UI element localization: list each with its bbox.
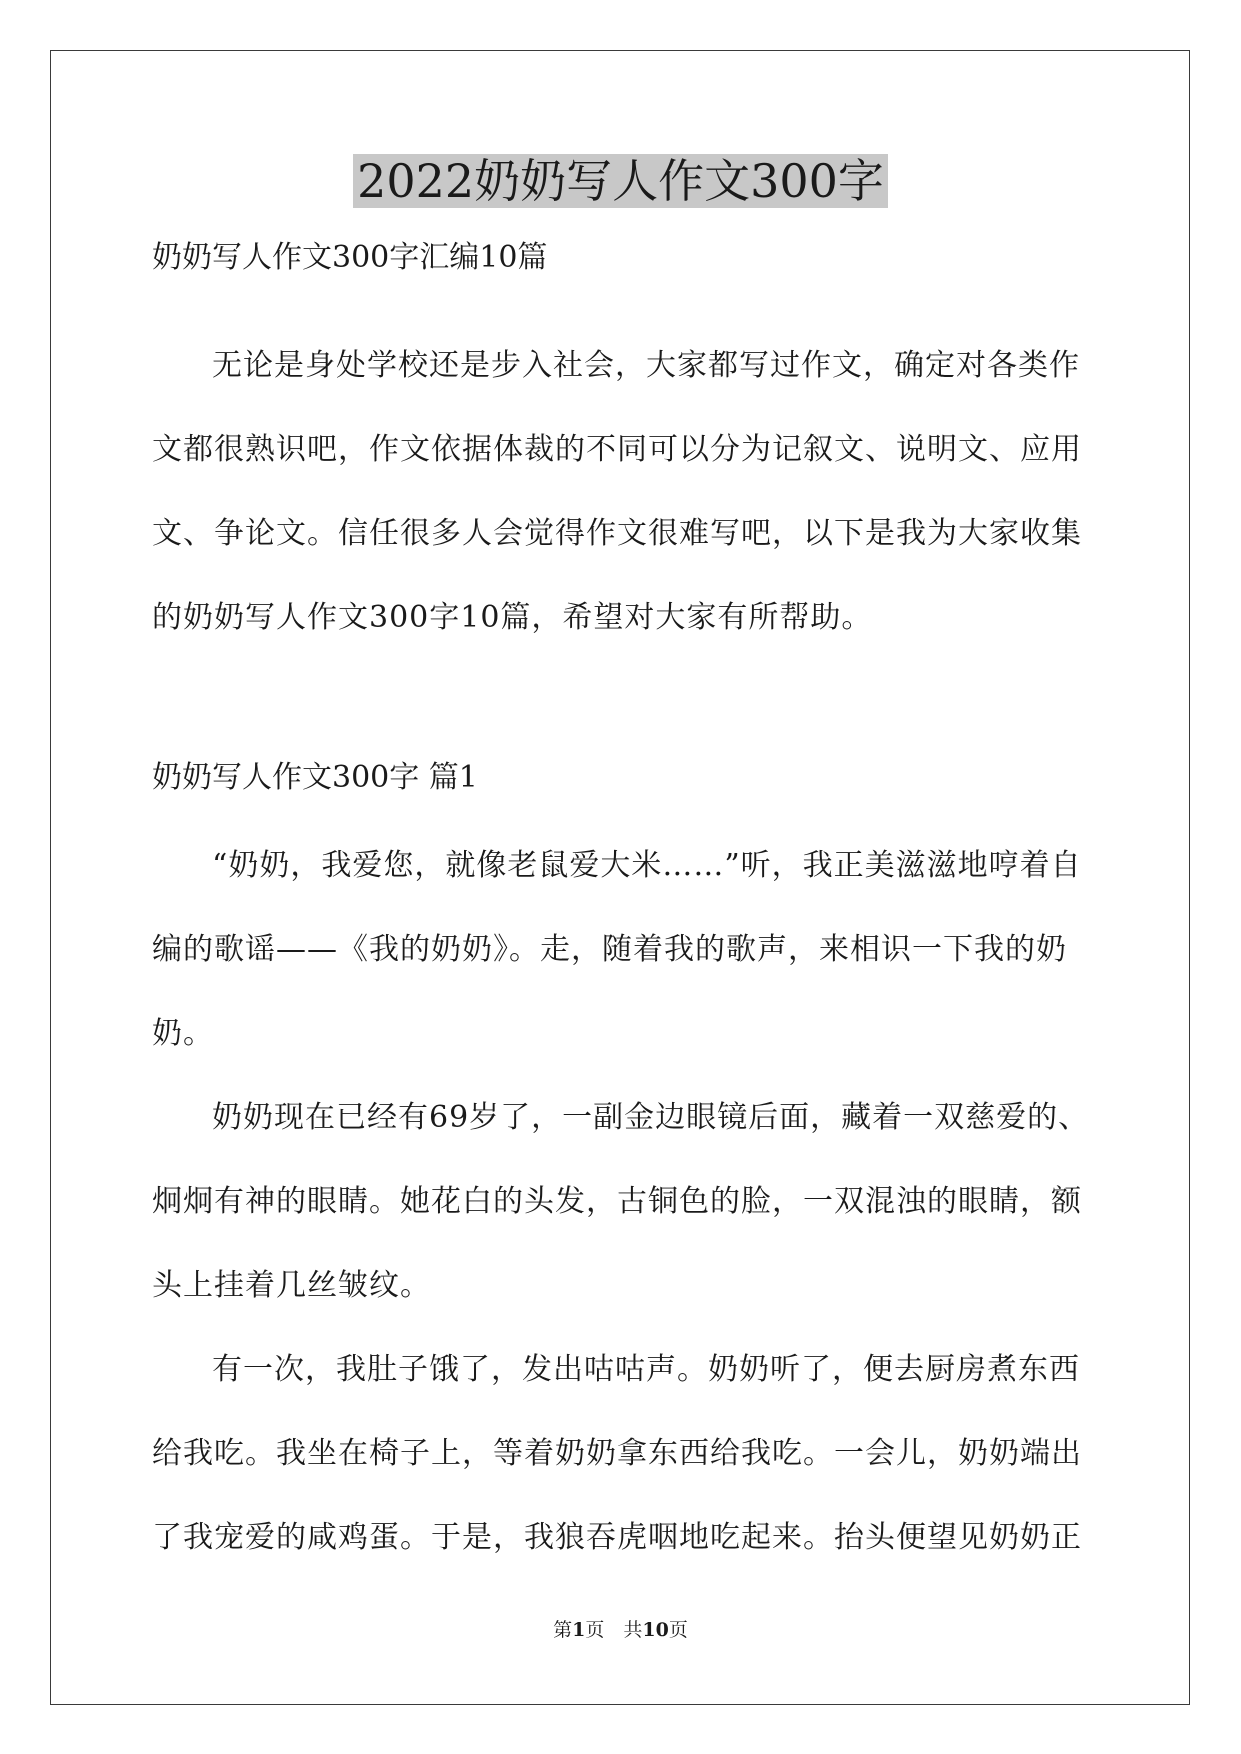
document-subtitle: 奶奶写人作文300字汇编10篇 bbox=[152, 240, 548, 275]
footer-prefix: 第 bbox=[553, 1619, 573, 1641]
body-paragraph-2: 奶奶现在已经有69岁了，一副金边眼镜后面，藏着一双慈爱的、炯炯有神的眼睛。她花白的头发，古铜色的脸，一双混浊的眼睛，额头上挂着几丝皱纹。 bbox=[152, 1100, 1090, 1303]
footer-middle: 页 共 bbox=[585, 1619, 643, 1641]
body-paragraph-3: 有一次，我肚子饿了，发出咕咕声。奶奶听了，便去厨房煮东西给我吃。我坐在椅子上，等着奶奶拿东西给我吃。一会儿，奶奶端出了我宠爱的咸鸡蛋。于是，我狼吞虎咽地吃起来。抬头便望见奶奶正 bbox=[152, 1352, 1082, 1555]
body-paragraph-1: “奶奶，我爱您，就像老鼠爱大米……”听，我正美滋滋地哼着自编的歌谣——《我的奶奶》。走，随着我的歌声，来相识一下我的奶奶。 bbox=[152, 848, 1082, 1051]
intro-paragraph: 无论是身处学校还是步入社会，大家都写过作文，确定对各类作文都很熟识吧，作文依据体裁的不同可以分为记叙文、说明文、应用文、争论文。信任很多人会觉得作文很难写吧，以下是我为大家收集的奶奶写人作文300字10篇，希望对大家有所帮助。 bbox=[152, 348, 1082, 635]
footer-current-page: 1 bbox=[572, 1619, 586, 1641]
footer-total-pages: 10 bbox=[642, 1619, 669, 1641]
footer-suffix: 页 bbox=[668, 1619, 688, 1641]
document-body bbox=[152, 232, 1092, 1580]
section-heading: 奶奶写人作文300字 篇1 bbox=[152, 760, 478, 795]
document-title-text: 2022奶奶写人作文300字 bbox=[353, 154, 888, 208]
page-footer bbox=[0, 1618, 1241, 1642]
document-title bbox=[0, 150, 1241, 212]
